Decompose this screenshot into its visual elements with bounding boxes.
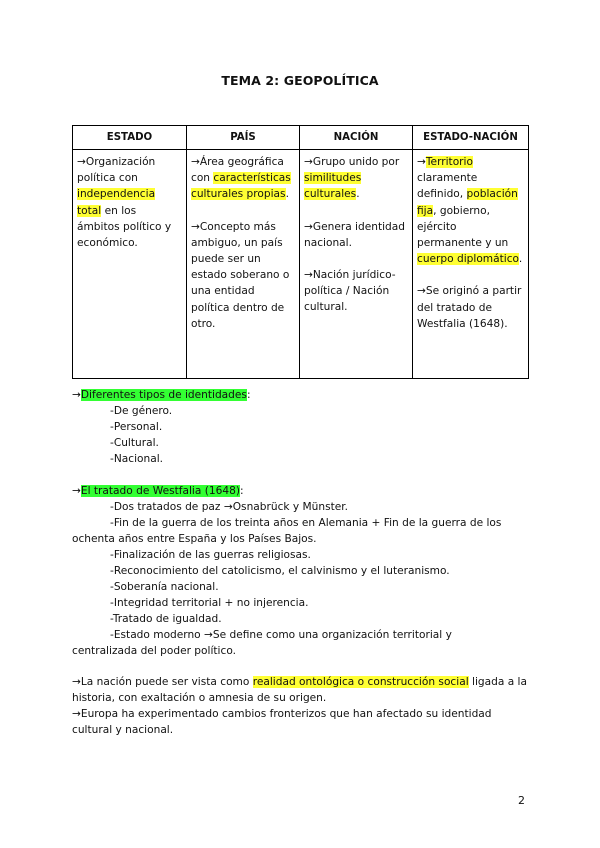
concepts-table xyxy=(72,125,529,379)
text: claramente definido, xyxy=(417,172,478,201)
cell-pais xyxy=(187,150,300,379)
text: →Área geográfica con xyxy=(191,156,284,185)
highlight: El tratado de Westfalia (1648) xyxy=(80,485,240,497)
pais-def xyxy=(191,154,295,203)
list-item: -Tratado de igualdad. xyxy=(110,613,222,625)
text: : xyxy=(246,389,251,401)
text: ligada a la historia, con exaltación o amnesia de su origen. xyxy=(72,676,527,704)
list-item: -Reconocimiento del catolicismo, el calvinismo y el luteranismo. xyxy=(110,565,450,577)
header-estado: ESTADO xyxy=(73,126,187,150)
table-header-row xyxy=(73,126,529,150)
text: → xyxy=(72,485,81,497)
text: →La nación puede ser vista como xyxy=(72,676,253,688)
page-number: 2 xyxy=(518,794,525,807)
cell-estado xyxy=(73,150,187,379)
list-item: -Integridad territorial + no injerencia. xyxy=(110,597,309,609)
nacion-def xyxy=(304,154,408,203)
list-item: -Cultural. xyxy=(110,437,159,449)
text: . xyxy=(285,188,289,201)
page-title: TEMA 2: GEOPOLÍTICA xyxy=(221,73,379,88)
highlight: cuerpo diplomático xyxy=(417,253,519,266)
highlight: similitudes culturales xyxy=(304,172,362,201)
highlight: población fija xyxy=(417,188,518,217)
list-item: -Personal. xyxy=(110,421,163,433)
header-estado-nacion: ESTADO-NACIÓN xyxy=(413,126,529,150)
text: →Organización política con xyxy=(77,156,156,185)
europa-paragraph: →Europa ha experimentado cambios fronterizos que han afectado su identidad cultural y nacional. xyxy=(72,708,492,736)
table-row xyxy=(73,150,529,379)
highlight: realidad ontológica o construcción social xyxy=(252,676,469,688)
text: → xyxy=(417,156,426,168)
text: , gobierno, ejército permanente y un xyxy=(417,204,509,250)
header-pais: PAÍS xyxy=(187,126,300,150)
highlight: características culturales propias xyxy=(191,172,291,201)
list-item: -Finalización de las guerras religiosas. xyxy=(110,549,311,561)
pais-concept: →Concepto más ambiguo, un país puede ser un estado soberano o una entidad política dentro de otro. xyxy=(191,220,290,330)
list-item: -Estado moderno →Se define como una organización territorial y xyxy=(110,629,452,641)
estado-nacion-def xyxy=(417,154,524,267)
text: . xyxy=(518,253,523,266)
text: →Grupo unido por xyxy=(304,156,400,168)
highlight: independencia total xyxy=(77,188,156,217)
list-item: -De género. xyxy=(110,405,173,417)
text: . xyxy=(356,188,360,201)
list-item: -Dos tratados de paz →Osnabrück y Münster. xyxy=(110,501,349,513)
highlight: Diferentes tipos de identidades xyxy=(80,389,247,401)
cell-nacion xyxy=(300,150,413,379)
section-westfalia xyxy=(72,483,532,659)
section-heading xyxy=(72,483,532,499)
text: en los ámbitos político y económico. xyxy=(77,204,172,250)
list-item: -Fin de la guerra de los treinta años en Alemania + Fin de la guerra de los xyxy=(110,517,502,529)
cell-estado-nacion xyxy=(413,150,529,379)
section-heading xyxy=(72,387,532,403)
header-nacion: NACIÓN xyxy=(300,126,413,150)
nacion-identidad: →Genera identidad nacional. xyxy=(304,220,405,249)
text: : xyxy=(239,485,244,497)
list-item: -Nacional. xyxy=(110,453,164,465)
section-identidades xyxy=(72,387,532,467)
nacion-paragraph xyxy=(72,674,532,706)
list-item-continuation: ochenta años entre España y los Países Bajos. xyxy=(72,533,317,545)
text: → xyxy=(72,389,81,401)
list-item-continuation: centralizada del poder político. xyxy=(72,645,236,657)
list-item: -Soberanía nacional. xyxy=(110,581,219,593)
estado-nacion-origen: →Se originó a partir del tratado de Westfalia (1648). xyxy=(417,285,522,330)
highlight: Territorio xyxy=(425,156,473,168)
nacion-tipos: →Nación jurídico-política / Nación cultural. xyxy=(304,269,396,314)
